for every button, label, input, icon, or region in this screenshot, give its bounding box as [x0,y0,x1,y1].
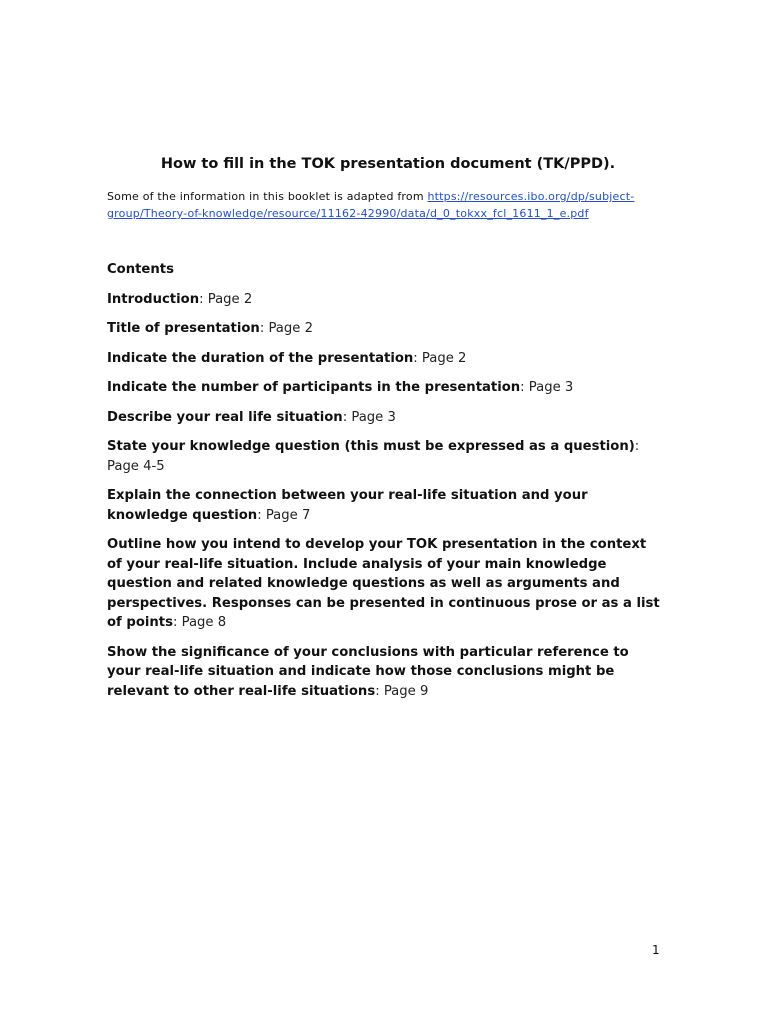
table-of-contents [107,260,663,711]
toc-entry-page: : Page 7 [257,507,311,523]
toc-entry-knowledge-question [107,437,663,476]
toc-entry-label: Describe your real life situation [107,409,343,425]
toc-entry-page: : Page 2 [259,321,313,336]
toc-entry-label: Indicate the number of participants in the presentation [107,380,521,395]
toc-entry-development [107,535,663,633]
page-number: 1 [652,943,660,957]
toc-entry-label: Indicate the duration of the presentation [107,350,414,366]
toc-entry-duration [107,349,663,369]
toc-entry-page: : Page 9 [375,683,429,699]
toc-entry-label: Outline how you intend to develop your TOK presentation in the context of your real-life situation. Include analysis of your main knowledge question and related knowledge questions as well as arguments and perspectives. Responses can be presented in continuous prose or as a list of points [107,537,660,630]
toc-entry-introduction [107,290,663,310]
toc-entry-real-life-situation [107,408,663,428]
source-note [107,188,667,222]
toc-entry-label: Introduction [107,291,200,307]
toc-entry-page: : Page 3 [342,409,396,425]
toc-entry-label: Title of presentation [107,321,260,336]
toc-entry-connection [107,486,663,525]
toc-entry-label: State your knowledge question (this must be expressed as a question) [107,439,635,454]
toc-entry-title [107,319,663,339]
toc-entry-significance [107,643,663,702]
toc-entry-page: : Page 8 [172,615,227,630]
toc-entry-page: : Page 2 [199,291,253,307]
document-title: How to fill in the TOK presentation document (TK/PPD). [160,156,616,172]
toc-entry-page: : Page 3 [520,380,574,395]
toc-entry-label: Show the significance of your conclusions with particular reference to your real-life situation and indicate how those conclusions might be relevant to other real-life situations [107,644,629,699]
source-link[interactable]: https://resources.ibo.org/dp/subject-group/Theory-of-knowledge/resource/11162-42990/data/d_0_tokxx_fcl_1611_1_e.pdf [107,190,635,220]
contents-heading: Contents [107,262,174,277]
toc-entry-page: : Page 4-5 [107,439,640,474]
toc-entry-label: Explain the connection between your real-life situation and your knowledge question [107,488,588,523]
toc-entry-participants [107,378,663,398]
toc-entry-page: : Page 2 [413,350,467,366]
source-prefix: Some of the information in this booklet is adapted from [107,190,428,203]
